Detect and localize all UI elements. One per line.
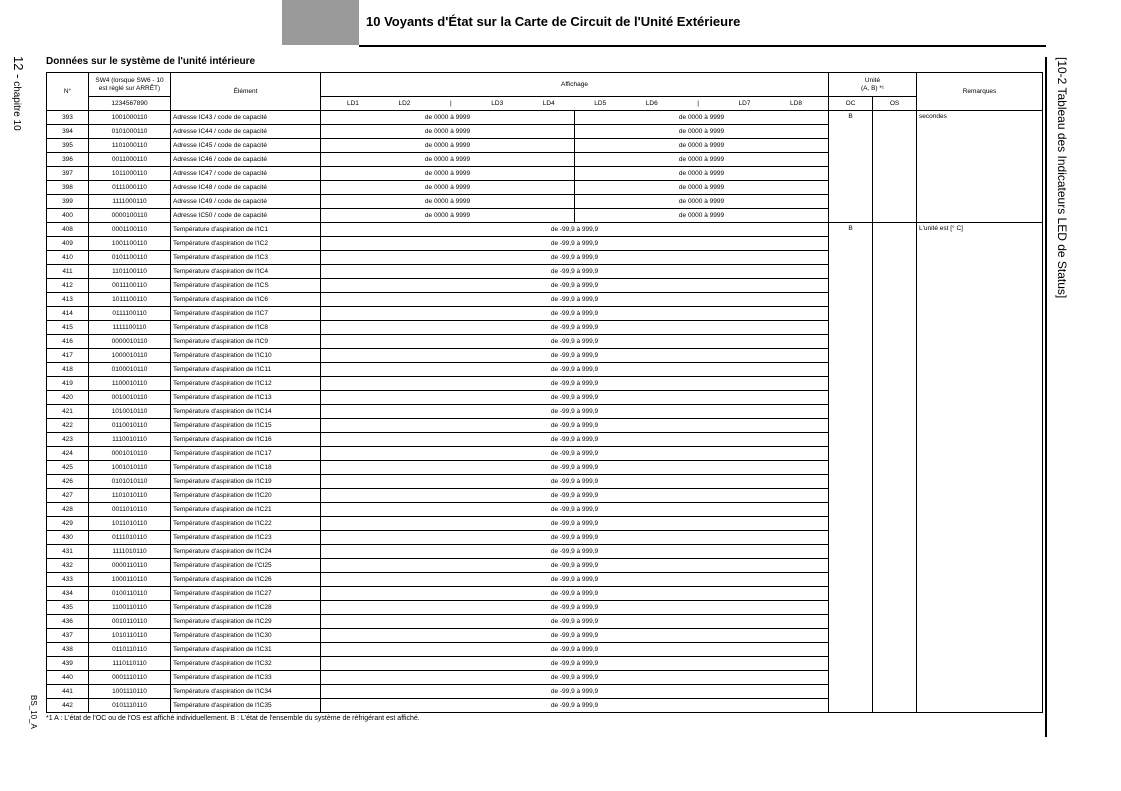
- row-display: de -99,9 à 999,9: [321, 391, 829, 405]
- row-number: 431: [47, 545, 89, 559]
- row-element: Température d'aspiration de l'IC8: [171, 321, 321, 335]
- row-number: 423: [47, 433, 89, 447]
- row-display: de -99,9 à 999,9: [321, 475, 829, 489]
- row-number: 434: [47, 587, 89, 601]
- row-number: 395: [47, 139, 89, 153]
- row-element: Température d'aspiration de l'IC9: [171, 335, 321, 349]
- header-os: OS: [873, 97, 917, 111]
- row-switch-setting: 1010010110: [89, 405, 171, 419]
- row-display: de -99,9 à 999,9: [321, 559, 829, 573]
- row-element: Température d'aspiration de l'IC16: [171, 433, 321, 447]
- row-element: Température d'aspiration de l'IC11: [171, 363, 321, 377]
- row-number: 414: [47, 307, 89, 321]
- row-display: de -99,9 à 999,9: [321, 699, 829, 713]
- row-display: de -99,9 à 999,9: [321, 573, 829, 587]
- row-element: Température d'aspiration de l'IC27: [171, 587, 321, 601]
- row-number: 412: [47, 279, 89, 293]
- row-number: 422: [47, 419, 89, 433]
- ld-label: LD2: [398, 100, 411, 107]
- row-display-right: de 0000 à 9999: [575, 125, 829, 139]
- row-display: de -99,9 à 999,9: [321, 629, 829, 643]
- row-display: de -99,9 à 999,9: [321, 517, 829, 531]
- row-element: Température d'aspiration de l'IC1: [171, 223, 321, 237]
- row-switch-setting: 0000110110: [89, 559, 171, 573]
- section-title: Données sur le système de l'unité intérieure: [46, 56, 256, 67]
- row-number: 396: [47, 153, 89, 167]
- row-element: Adresse IC47 / code de capacité: [171, 167, 321, 181]
- row-number: 438: [47, 643, 89, 657]
- row-display: de -99,9 à 999,9: [321, 307, 829, 321]
- side-rule: [1045, 57, 1047, 737]
- row-element: Température d'aspiration de l'IC14: [171, 405, 321, 419]
- row-element: Température d'aspiration de l'IC31: [171, 643, 321, 657]
- row-display: de -99,9 à 999,9: [321, 671, 829, 685]
- row-display: de -99,9 à 999,9: [321, 685, 829, 699]
- row-switch-setting: 1110010110: [89, 433, 171, 447]
- row-switch-setting: 1111100110: [89, 321, 171, 335]
- row-switch-setting: 1000010110: [89, 349, 171, 363]
- row-number: 394: [47, 125, 89, 139]
- header-sw4: [89, 73, 171, 97]
- ld-label: LD1: [347, 100, 359, 107]
- row-element: Température d'aspiration de l'IC6: [171, 293, 321, 307]
- section-side-label: [10-2 Tableau des Indicateurs LED de Status]: [1055, 57, 1069, 299]
- row-element: Température d'aspiration de l'IC10: [171, 349, 321, 363]
- row-number: 436: [47, 615, 89, 629]
- row-number: 429: [47, 517, 89, 531]
- row-switch-setting: 0001100110: [89, 223, 171, 237]
- header-rule: [359, 45, 1046, 47]
- row-display-right: de 0000 à 9999: [575, 139, 829, 153]
- table-row: [47, 223, 1043, 237]
- row-switch-setting: 1011100110: [89, 293, 171, 307]
- ld-label: LD6: [645, 100, 658, 107]
- row-element: Température d'aspiration de l'IC13: [171, 391, 321, 405]
- row-switch-setting: 1001000110: [89, 111, 171, 125]
- row-switch-setting: 1100110110: [89, 601, 171, 615]
- row-switch-setting: 1111000110: [89, 195, 171, 209]
- row-element: Température d'aspiration de l'IC21: [171, 503, 321, 517]
- footnote: *1 A : L'état de l'OC ou de l'OS est affiché individuellement. B : L'état de l'ensemble du système de réfrigérant est affiché.: [46, 715, 420, 722]
- row-element: Température d'aspiration de l'IC4: [171, 265, 321, 279]
- row-element: Température d'aspiration de l'IC7: [171, 307, 321, 321]
- row-display-left: de 0000 à 9999: [321, 125, 575, 139]
- row-element: Adresse IC45 / code de capacité: [171, 139, 321, 153]
- row-display: de -99,9 à 999,9: [321, 237, 829, 251]
- header-unite-line1: Unité: [864, 76, 881, 84]
- header-unite-line2: (A, B) *¹: [860, 84, 885, 92]
- table-row: [47, 111, 1043, 125]
- row-switch-setting: 0101000110: [89, 125, 171, 139]
- ld-label: LD3: [491, 100, 504, 107]
- row-element: Température d'aspiration de l'IC30: [171, 629, 321, 643]
- row-element: Température d'aspiration de l'IC12: [171, 377, 321, 391]
- ld-label: LD7: [738, 100, 751, 107]
- row-element: Température d'aspiration de l'IC19: [171, 475, 321, 489]
- row-display: de -99,9 à 999,9: [321, 251, 829, 265]
- row-switch-setting: 0010010110: [89, 391, 171, 405]
- row-unit-oc: B: [829, 111, 873, 223]
- row-switch-setting: 0011010110: [89, 503, 171, 517]
- header-sw4-bits: 1234567890: [89, 97, 171, 111]
- row-display-left: de 0000 à 9999: [321, 111, 575, 125]
- row-element: Adresse IC44 / code de capacité: [171, 125, 321, 139]
- row-display: de -99,9 à 999,9: [321, 433, 829, 447]
- row-display: de -99,9 à 999,9: [321, 615, 829, 629]
- row-element: Température d'aspiration de l'IC29: [171, 615, 321, 629]
- chapter-tab: [282, 0, 359, 45]
- doc-code: BS_10_A: [29, 695, 38, 729]
- row-number: 435: [47, 601, 89, 615]
- row-switch-setting: 1110110110: [89, 657, 171, 671]
- header-no: N°: [47, 73, 89, 111]
- ld-separator: |: [450, 100, 452, 107]
- row-element: Adresse IC49 / code de capacité: [171, 195, 321, 209]
- row-switch-setting: 0011000110: [89, 153, 171, 167]
- row-number: 430: [47, 531, 89, 545]
- row-switch-setting: 1001010110: [89, 461, 171, 475]
- row-display: de -99,9 à 999,9: [321, 545, 829, 559]
- row-switch-setting: 0100110110: [89, 587, 171, 601]
- row-display: de -99,9 à 999,9: [321, 503, 829, 517]
- row-switch-setting: 0010110110: [89, 615, 171, 629]
- row-number: 397: [47, 167, 89, 181]
- row-number: 425: [47, 461, 89, 475]
- row-element: Température d'aspiration de l'IC3: [171, 251, 321, 265]
- row-display: de -99,9 à 999,9: [321, 447, 829, 461]
- row-unit-os: [873, 223, 917, 713]
- row-number: 410: [47, 251, 89, 265]
- row-element: Température d'aspiration de l'IC28: [171, 601, 321, 615]
- row-element: Température d'aspiration de l'IC26: [171, 573, 321, 587]
- row-display: de -99,9 à 999,9: [321, 405, 829, 419]
- row-element: Température d'aspiration de l'IC33: [171, 671, 321, 685]
- row-element: Température d'aspiration de l'IC17: [171, 447, 321, 461]
- row-number: 441: [47, 685, 89, 699]
- row-display-left: de 0000 à 9999: [321, 181, 575, 195]
- row-display-right: de 0000 à 9999: [575, 209, 829, 223]
- row-display-left: de 0000 à 9999: [321, 153, 575, 167]
- row-display: de -99,9 à 999,9: [321, 279, 829, 293]
- row-element: Adresse IC46 / code de capacité: [171, 153, 321, 167]
- row-display: de -99,9 à 999,9: [321, 377, 829, 391]
- row-display-right: de 0000 à 9999: [575, 195, 829, 209]
- row-display: de -99,9 à 999,9: [321, 223, 829, 237]
- row-switch-setting: 1011010110: [89, 517, 171, 531]
- row-element: Adresse IC50 / code de capacité: [171, 209, 321, 223]
- row-switch-setting: 1101010110: [89, 489, 171, 503]
- row-number: 398: [47, 181, 89, 195]
- header-affichage: Affichage: [321, 73, 829, 97]
- led-data-table: [46, 72, 1043, 713]
- row-display-left: de 0000 à 9999: [321, 139, 575, 153]
- chapter-title: 10 Voyants d'État sur la Carte de Circuit de l'Unité Extérieure: [366, 14, 741, 29]
- header-sw4-line2: est réglé sur ARRÊT): [98, 84, 161, 92]
- row-number: 433: [47, 573, 89, 587]
- row-display: de -99,9 à 999,9: [321, 349, 829, 363]
- row-switch-setting: 1101100110: [89, 265, 171, 279]
- row-display-right: de 0000 à 9999: [575, 181, 829, 195]
- row-unit-os: [873, 111, 917, 223]
- row-number: 400: [47, 209, 89, 223]
- side-chapter-label: [11, 56, 26, 131]
- header-unite: [829, 73, 917, 97]
- row-element: Adresse IC43 / code de capacité: [171, 111, 321, 125]
- row-element: Température d'aspiration de l'IC22: [171, 517, 321, 531]
- row-display-left: de 0000 à 9999: [321, 167, 575, 181]
- row-display: de -99,9 à 999,9: [321, 363, 829, 377]
- row-display: de -99,9 à 999,9: [321, 293, 829, 307]
- header-oc: OC: [829, 97, 873, 111]
- row-display: de -99,9 à 999,9: [321, 657, 829, 671]
- row-switch-setting: 0000010110: [89, 335, 171, 349]
- row-switch-setting: 0100010110: [89, 363, 171, 377]
- row-display-left: de 0000 à 9999: [321, 209, 575, 223]
- row-display: de -99,9 à 999,9: [321, 643, 829, 657]
- row-number: 393: [47, 111, 89, 125]
- row-switch-setting: 0111000110: [89, 181, 171, 195]
- row-switch-setting: 1010110110: [89, 629, 171, 643]
- row-element: Adresse IC48 / code de capacité: [171, 181, 321, 195]
- row-element: Température d'aspiration de l'IC23: [171, 531, 321, 545]
- row-display: de -99,9 à 999,9: [321, 461, 829, 475]
- header-ld-row: [321, 97, 829, 111]
- row-element: Température d'aspiration de l'IC2: [171, 237, 321, 251]
- row-element: Température d'aspiration de l'IC35: [171, 699, 321, 713]
- row-switch-setting: 0101010110: [89, 475, 171, 489]
- row-switch-setting: 1000110110: [89, 573, 171, 587]
- row-display-right: de 0000 à 9999: [575, 167, 829, 181]
- row-number: 419: [47, 377, 89, 391]
- row-switch-setting: 1111010110: [89, 545, 171, 559]
- row-number: 418: [47, 363, 89, 377]
- row-number: 420: [47, 391, 89, 405]
- row-remark: L'unité est [° C]: [917, 223, 1043, 713]
- row-element: Température d'aspiration de l'IC15: [171, 419, 321, 433]
- row-switch-setting: 1001110110: [89, 685, 171, 699]
- row-remark: secondes: [917, 111, 1043, 223]
- row-switch-setting: 0111010110: [89, 531, 171, 545]
- row-number: 413: [47, 293, 89, 307]
- row-switch-setting: 0001010110: [89, 447, 171, 461]
- row-number: 409: [47, 237, 89, 251]
- row-switch-setting: 1100010110: [89, 377, 171, 391]
- row-element: Température d'aspiration de l'IC24: [171, 545, 321, 559]
- header-sw4-line1: SW4 (lorsque SW6 - 10: [95, 76, 164, 84]
- row-display-right: de 0000 à 9999: [575, 153, 829, 167]
- row-display: de -99,9 à 999,9: [321, 601, 829, 615]
- ld-label: LD8: [790, 100, 802, 107]
- row-display: de -99,9 à 999,9: [321, 265, 829, 279]
- row-switch-setting: 0111100110: [89, 307, 171, 321]
- row-number: 411: [47, 265, 89, 279]
- chapter-label: chapitre 10: [11, 81, 22, 131]
- row-element: Température d'aspiration de l'IC20: [171, 489, 321, 503]
- row-number: 440: [47, 671, 89, 685]
- row-number: 432: [47, 559, 89, 573]
- row-display: de -99,9 à 999,9: [321, 335, 829, 349]
- row-number: 408: [47, 223, 89, 237]
- row-switch-setting: 1011000110: [89, 167, 171, 181]
- row-number: 428: [47, 503, 89, 517]
- row-display: de -99,9 à 999,9: [321, 531, 829, 545]
- row-display-left: de 0000 à 9999: [321, 195, 575, 209]
- row-number: 426: [47, 475, 89, 489]
- row-element: Température d'aspiration de l'IC34: [171, 685, 321, 699]
- row-element: Température d'aspiration de l'IC18: [171, 461, 321, 475]
- row-display-right: de 0000 à 9999: [575, 111, 829, 125]
- row-number: 439: [47, 657, 89, 671]
- row-switch-setting: 0110110110: [89, 643, 171, 657]
- row-number: 415: [47, 321, 89, 335]
- header-remarques: Remarques: [917, 73, 1043, 111]
- row-switch-setting: 1101000110: [89, 139, 171, 153]
- row-number: 421: [47, 405, 89, 419]
- ld-label: LD5: [594, 100, 607, 107]
- row-number: 416: [47, 335, 89, 349]
- header-element: Élément: [171, 73, 321, 111]
- row-switch-setting: 0001110110: [89, 671, 171, 685]
- row-number: 427: [47, 489, 89, 503]
- row-switch-setting: 1001100110: [89, 237, 171, 251]
- row-number: 424: [47, 447, 89, 461]
- row-element: Température d'aspiration de l'CI25: [171, 559, 321, 573]
- row-element: Température d'aspiration de l'ICS: [171, 279, 321, 293]
- row-display: de -99,9 à 999,9: [321, 321, 829, 335]
- ld-separator: |: [697, 100, 699, 107]
- row-display: de -99,9 à 999,9: [321, 419, 829, 433]
- page-number: 12 -: [11, 56, 26, 79]
- row-switch-setting: 0101100110: [89, 251, 171, 265]
- row-switch-setting: 0011100110: [89, 279, 171, 293]
- row-switch-setting: 0101110110: [89, 699, 171, 713]
- row-number: 399: [47, 195, 89, 209]
- ld-label: LD4: [542, 100, 555, 107]
- row-unit-oc: B: [829, 223, 873, 713]
- row-display: de -99,9 à 999,9: [321, 587, 829, 601]
- row-number: 417: [47, 349, 89, 363]
- row-switch-setting: 0000100110: [89, 209, 171, 223]
- row-number: 442: [47, 699, 89, 713]
- row-switch-setting: 0110010110: [89, 419, 171, 433]
- row-number: 437: [47, 629, 89, 643]
- row-display: de -99,9 à 999,9: [321, 489, 829, 503]
- row-element: Température d'aspiration de l'IC32: [171, 657, 321, 671]
